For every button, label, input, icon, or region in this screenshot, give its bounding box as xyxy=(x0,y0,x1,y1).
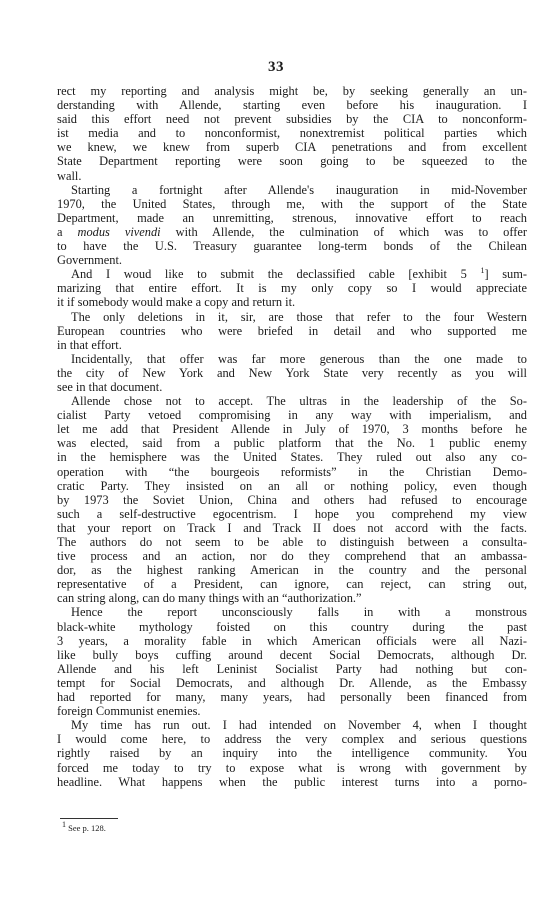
text-line: black-white mythology foisted on this country during the past xyxy=(57,619,527,634)
text-line: The only deletions in it, sir, are those that refer to the four Western xyxy=(71,309,527,324)
text-line: foreign Communist enemies. xyxy=(57,704,201,719)
text-line-exhibit: And I woud like to submit the declassified cable [exhibit 5 $^1$] sum- xyxy=(71,266,527,282)
text-line: The authors do not seem to be able to distinguish between a consulta- xyxy=(57,535,527,549)
text-line: 1970, the United States, through me, with the support of the State xyxy=(57,196,527,211)
text-line: tive process and an action, nor do they comprehend that an ambassa- xyxy=(57,549,527,564)
text-line: Incidentally, that offer was far more generous than the one made to xyxy=(71,351,527,366)
page-number: 33 xyxy=(268,59,284,75)
text-line: Allende chose not to accept. The ultras in the leadership of the So- xyxy=(71,394,527,409)
footnote-divider xyxy=(60,818,118,819)
text-line: had reported for many, many years, had personally been financed from xyxy=(57,690,527,705)
text-line: the city of New York and New York State very recently as you will xyxy=(57,365,527,380)
text-line: cialist Party vetoed compromising in any way with imperialism, and xyxy=(57,408,527,423)
text-line: in the hemisphere was the United States. They ruled out also any co- xyxy=(57,450,527,465)
body-text xyxy=(57,84,527,789)
text-line: headline. What happens when the public interest turns into a porno- xyxy=(57,774,527,789)
text-line: Department, made an unremitting, strenous, innovative effort to reach xyxy=(57,210,527,225)
text-line: to have the U.S. Treasury guarantee long-term bonds of the Chilean xyxy=(57,239,527,254)
text-line: I would come here, to address the very complex and serious questions xyxy=(57,732,527,747)
text-line: was elected, said from a public platform that the No. 1 public enemy xyxy=(57,436,527,451)
text-line: said this effort need not prevent subsidies by the CIA to nonconform- xyxy=(57,112,527,127)
text-line: Government. xyxy=(57,253,123,268)
text-line: by 1973 the Soviet Union, China and others had refused to encourage xyxy=(57,492,527,507)
text-line: My time has run out. I had intended on November 4, when I thought xyxy=(71,718,527,733)
text-line: dor, as the highest ranking American in the country and the personal xyxy=(57,563,527,578)
text-line: tempt for Social Democrats, and although Dr. Allende, as the Embassy xyxy=(57,675,527,690)
text-line: Starting a fortnight after Allende's inauguration in mid-November xyxy=(71,182,527,197)
text-line: let me add that President Allende in July of 1970, 3 months before he xyxy=(57,422,527,437)
text-line: can string along, can do many things with an “authorization.” xyxy=(57,591,362,606)
text-line: representative of a President, can ignore, can reject, can string out, xyxy=(57,577,527,592)
text-line: derstanding with Allende, starting even before his inauguration. I xyxy=(57,98,527,113)
text-line: forced me today to try to expose what is wrong with government by xyxy=(57,760,527,775)
text-line: rightly raised by an inquiry into the intelligence community. You xyxy=(57,746,527,761)
text-line: cratic Party. They insisted on an all or nothing policy, even though xyxy=(57,478,527,493)
text-line: wall. xyxy=(57,168,82,183)
text-line: Allende and his left Leninist Socialist Party had nothing but con- xyxy=(57,661,527,676)
text-line: operation with “the bourgeois reformists” in the Christian Demo- xyxy=(57,464,527,479)
text-line: ist media and to nonconformist, nonextremist political parties which xyxy=(57,126,527,141)
text-line: in that effort. xyxy=(57,337,122,352)
text-line: it if somebody would make a copy and return it. xyxy=(57,295,296,310)
text-line: like bully boys cuffing around decent Social Democrats, although Dr. xyxy=(57,647,527,662)
text-line: State Department reporting were soon going to be squeezed to the xyxy=(57,154,527,169)
footnote: $^1$ See p. 128. xyxy=(62,820,106,833)
text-line: Hence the report unconsciously falls in with a monstrous xyxy=(71,605,527,620)
text-line: that your report on Track I and Track II does not accord with the facts. xyxy=(57,520,527,535)
text-line: see in that document. xyxy=(57,379,163,394)
text-line: such a self-destructive egocentrism. I hope you comprehend my view xyxy=(57,506,527,521)
text-line: marizing that entire effort. It is my only copy so I would appreciate xyxy=(57,281,527,296)
text-line: 3 years, a morality fable in which American officials were all Nazi- xyxy=(57,633,527,648)
text-line: European countries who were briefed in detail and who supported me xyxy=(57,323,527,338)
text-line-modus-vivendi: a modus vivendi with Allende, the culmination of which was to offer xyxy=(57,224,527,239)
text-line: we knew, we knew from superb CIA penetrations and from excellent xyxy=(57,140,527,155)
text-line: rect my reporting and analysis might be, by seeking generally an un- xyxy=(57,84,527,98)
